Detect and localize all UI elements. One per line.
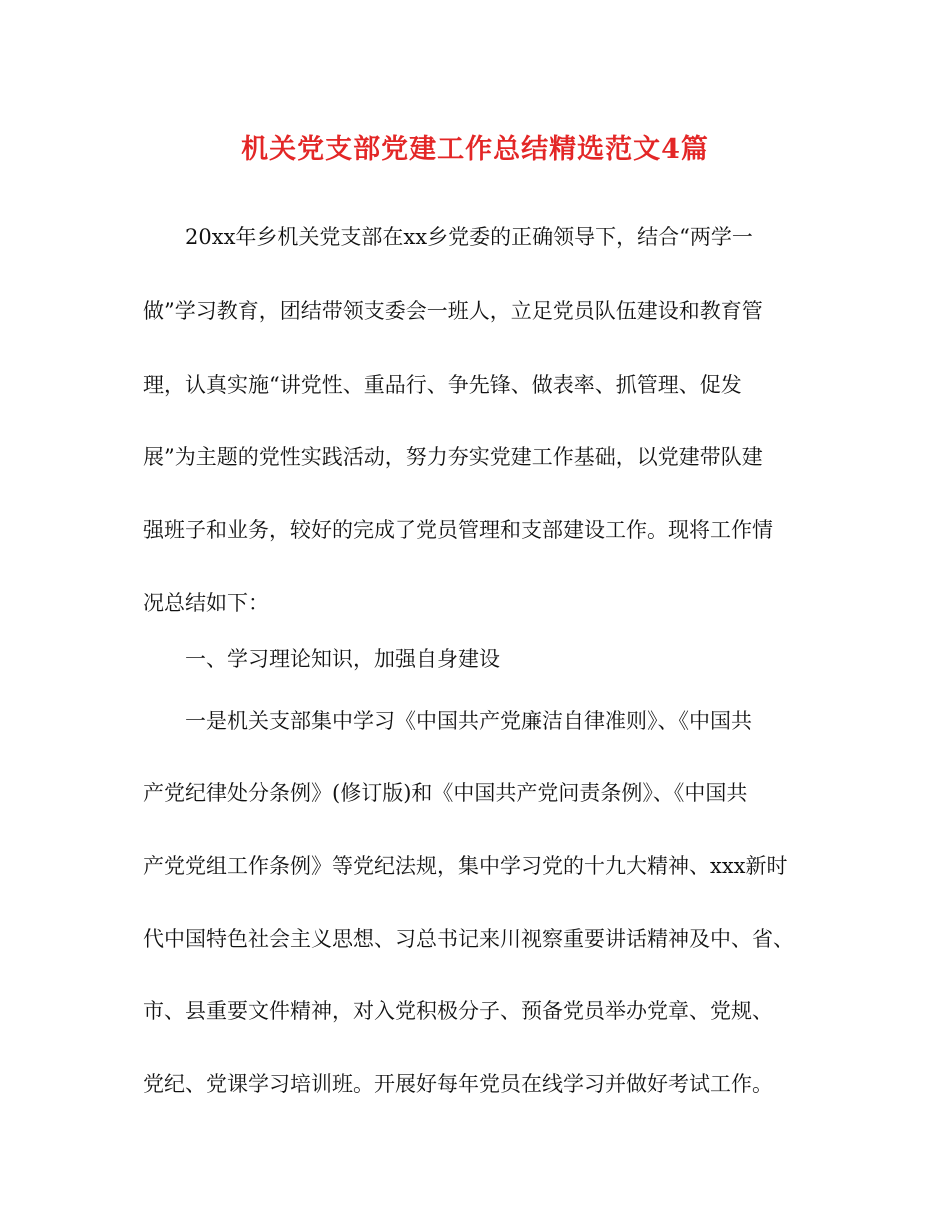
paragraph-line: 产党党组工作条例》等党纪法规，集中学习党的十九大精神、xxx新时: [143, 854, 788, 878]
paragraph-line: 强班子和业务，较好的完成了党员管理和支部建设工作。现将工作情: [143, 518, 773, 542]
paragraph-line: 市、县重要文件精神，对入党积极分子、预备党员举办党章、党规、: [143, 999, 773, 1023]
paragraph-line: 理，认真实施“讲党性、重品行、争先锋、做表率、抓管理、促发: [143, 373, 742, 397]
paragraph-line: 做”学习教育，团结带领支委会一班人，立足党员队伍建设和教育管: [143, 299, 763, 323]
paragraph-line: 一是机关支部集中学习《中国共产党廉洁自律准则》、《中国共: [185, 709, 752, 733]
paragraph-line: 20xx年乡机关党支部在xx乡党委的正确领导下，结合“两学一: [185, 225, 753, 249]
paragraph-line: 况总结如下：: [143, 591, 269, 615]
paragraph-line: 党纪、党课学习培训班。开展好每年党员在线学习并做好考试工作。: [143, 1072, 773, 1096]
paragraph-line: 产党纪律处分条例》(修订版)和《中国共产党问责条例》、《中国共: [143, 781, 748, 805]
paragraph-line: 展”为主题的党性实践活动，努力夯实党建工作基础，以党建带队建: [143, 445, 763, 469]
document-title: 机关党支部党建工作总结精选范文4篇: [241, 134, 709, 165]
section-heading: 一、学习理论知识，加强自身建设: [185, 647, 500, 671]
paragraph-line: 代中国特色社会主义思想、习总书记来川视察重要讲话精神及中、省、: [143, 927, 794, 951]
